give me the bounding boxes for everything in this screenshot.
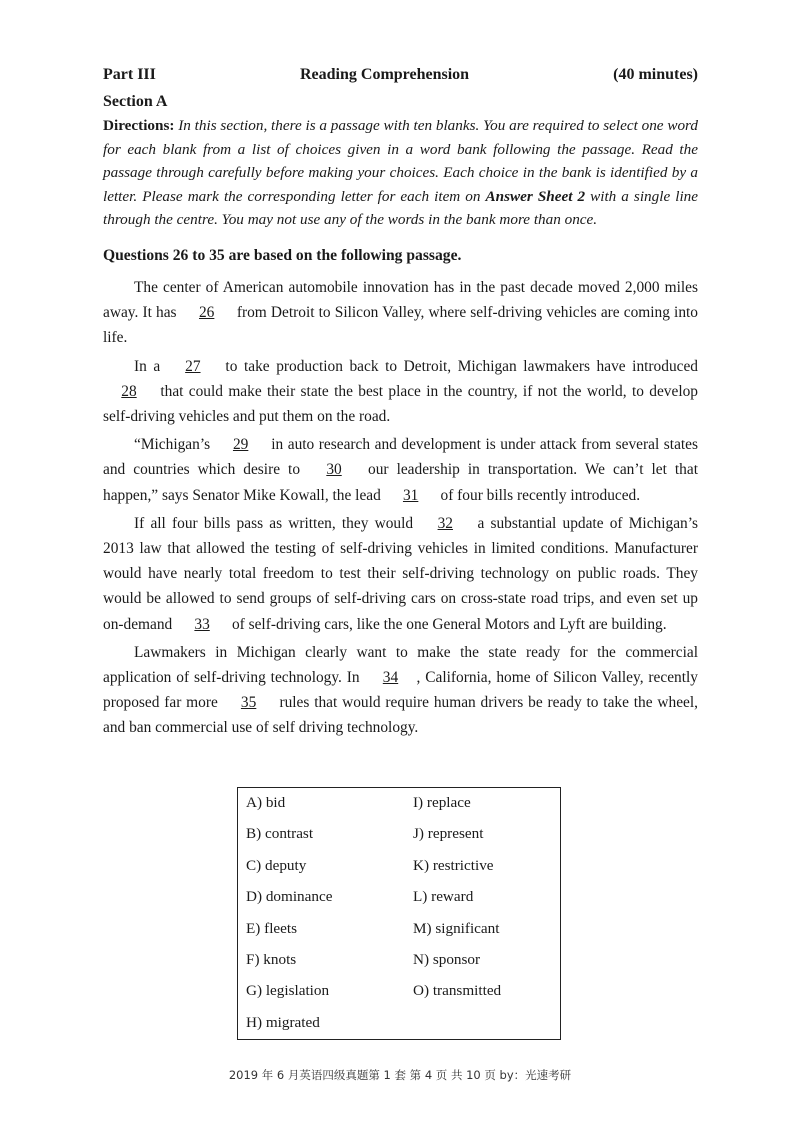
word-bank-row: [238, 920, 560, 951]
word-bank-row: [238, 888, 560, 919]
paragraph-3: “Michigan’s 29 in auto research and development is under attack from several states and countries which desire to 30 our leadership in transportation. We can’t let that happen,” says Senator Mike Kowall, the lead 31 of four bills recently introduced.: [103, 432, 698, 508]
questions-heading: Questions 26 to 35 are based on the following passage.: [103, 246, 462, 264]
choice-a: A) bid: [246, 794, 286, 811]
word-bank-row: [238, 1014, 560, 1045]
blank-34: 34: [382, 669, 399, 687]
word-bank-row: [238, 982, 560, 1013]
choice-g: G) legislation: [246, 982, 330, 1000]
blank-31: 31: [402, 486, 419, 504]
choice-n: N) sponsor: [413, 950, 481, 968]
choice-k: K) restrictive: [413, 856, 494, 874]
blank-32: 32: [437, 514, 453, 532]
answer-sheet-label: Answer Sheet 2: [485, 187, 586, 205]
choice-h: H) migrated: [246, 1013, 320, 1031]
time-limit: (40 minutes): [613, 66, 698, 83]
exam-page: [103, 66, 698, 741]
word-bank: [237, 787, 561, 1040]
passage: [103, 275, 698, 741]
section-title: Section A: [103, 93, 168, 110]
blank-33: 33: [194, 615, 210, 633]
choice-l: L) reward: [413, 888, 474, 906]
blank-28: 28: [121, 382, 137, 400]
word-bank-row: [238, 825, 560, 856]
paragraph-5: Lawmakers in Michigan clearly want to make the state ready for the commercial application of self-driving technology. In 34 , California, home of Silicon Valley, recently proposed far more 35 rules that would require human drivers be ready to take the wheel, and ban commercial use of self driving technology.: [103, 643, 698, 737]
part-header: [103, 66, 698, 90]
paragraph-2: In a 27 to take production back to Detroit, Michigan lawmakers have introduced 28 that could make their state the best place in the country, if not the world, to develop self-driving vehicles and put them on the road.: [103, 354, 698, 430]
choice-b: B) contrast: [246, 825, 314, 843]
directions-text-2: with a single line through the centre. You may not use any of the words in the bank more than once.: [103, 187, 698, 229]
blank-26: 26: [198, 304, 215, 322]
directions-label: Directions:: [103, 117, 175, 134]
choice-j: J) represent: [413, 825, 484, 843]
blank-29: 29: [232, 436, 249, 454]
choice-o: O) transmitted: [413, 982, 502, 1000]
choice-c: C) deputy: [246, 856, 307, 874]
choice-f: F) knots: [246, 950, 297, 968]
part-label: Part III: [103, 66, 156, 83]
choice-i: I) replace: [413, 794, 471, 811]
choice-e: E) fleets: [246, 919, 298, 937]
word-bank-row: [238, 794, 560, 825]
part-title: Reading Comprehension: [300, 66, 470, 83]
word-bank-row: [238, 857, 560, 888]
choice-m: M) significant: [413, 919, 500, 937]
paragraph-1: The center of American automobile innovation has in the past decade moved 2,000 miles away. It has 26 from Detroit to Silicon Valley, where self-driving vehicles are coming into life.: [103, 278, 699, 347]
directions: [103, 114, 698, 232]
page-footer: 2019 年 6 月英语四级真题第 1 套 第 4 页 共 10 页 by：光速考研: [228, 1068, 572, 1082]
blank-35: 35: [240, 694, 257, 712]
choice-d: D) dominance: [246, 888, 333, 906]
blank-30: 30: [326, 461, 342, 479]
word-bank-row: [238, 951, 560, 982]
paragraph-4: If all four bills pass as written, they would 32 a substantial update of Michigan’s 2013 law that allowed the testing of self-driving vehicles in limited conditions. Manufacturer would have nearly total freedom to test their self-driving technology on public roads. They would be allowed to send groups of self-driving cars on cross-state road trips, and even set up on-demand 33 of self-driving cars, like the one General Motors and Lyft are building.: [103, 511, 698, 637]
blank-27: 27: [185, 357, 201, 375]
directions-text-1: In this section, there is a passage with ten blanks. You are required to select one word for each blank from a list of choices given in a word bank following the passage. Read the passage through carefully before making your choices. Each choice in the bank is identified by a letter. Please mark the corresponding letter for each item on: [103, 117, 698, 205]
